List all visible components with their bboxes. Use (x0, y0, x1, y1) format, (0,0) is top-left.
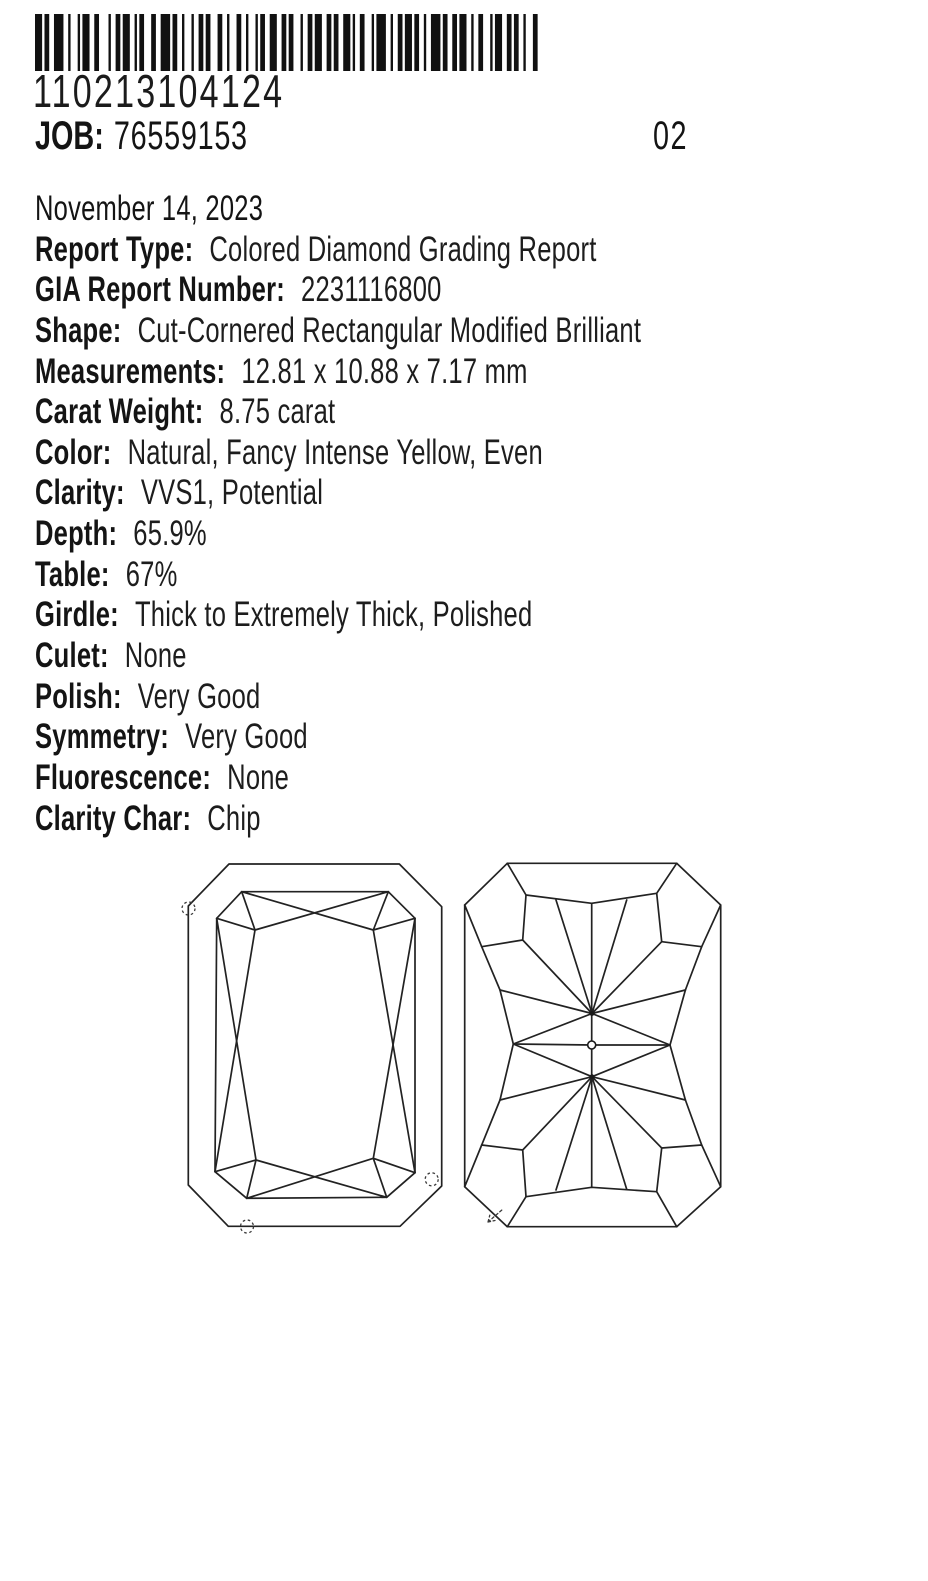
field-label: Clarity: (35, 473, 125, 513)
field-row-table (35, 555, 865, 596)
field-label: Measurements: (35, 351, 226, 391)
field-row-girdle (35, 595, 865, 636)
field-value: Colored Diamond Grading Report (209, 229, 597, 269)
field-value: Very Good (137, 676, 261, 716)
field-value: 65.9% (133, 514, 207, 554)
job-line (35, 114, 331, 158)
field-label: Color: (35, 432, 112, 472)
page-code: 02 (653, 114, 688, 158)
report-date-row (35, 189, 865, 230)
barcode-number: 110213104124 (33, 65, 285, 117)
field-value: Chip (207, 798, 261, 838)
report-fields (35, 189, 865, 839)
crown-view-diagram (182, 864, 442, 1233)
field-value: Cut-Cornered Rectangular Modified Brilliant (137, 310, 642, 350)
field-row-gia-report-number (35, 270, 865, 311)
field-row-report-type (35, 230, 865, 271)
field-row-shape (35, 311, 865, 352)
diamond-facet-diagrams (0, 845, 928, 1240)
job-label: JOB: (35, 114, 104, 158)
field-value: 12.81 x 10.88 x 7.17 mm (241, 351, 528, 391)
field-label: Table: (35, 554, 110, 594)
field-label: Girdle: (35, 595, 119, 635)
field-label: GIA Report Number: (35, 270, 285, 310)
field-label: Fluorescence: (35, 757, 212, 797)
barcode (35, 14, 540, 71)
field-row-culet (35, 636, 865, 677)
field-row-depth (35, 514, 865, 555)
field-value: 2231116800 (301, 270, 442, 310)
report-date: November 14, 2023 (35, 189, 264, 228)
pavilion-view-diagram (465, 863, 721, 1226)
field-label: Symmetry: (35, 717, 170, 757)
field-value: VVS1, Potential (140, 473, 324, 513)
field-label: Clarity Char: (35, 798, 192, 838)
field-row-color (35, 433, 865, 474)
field-label: Shape: (35, 310, 122, 350)
field-row-polish (35, 677, 865, 718)
field-row-measurements (35, 352, 865, 393)
field-label: Culet: (35, 636, 109, 676)
clarity-mark-icon (425, 1173, 438, 1186)
field-row-carat-weight (35, 392, 865, 433)
field-label: Polish: (35, 676, 122, 716)
field-value: None (227, 757, 290, 797)
field-label: Carat Weight: (35, 392, 204, 432)
field-label: Report Type: (35, 229, 194, 269)
field-value: Thick to Extremely Thick, Polished (134, 595, 533, 635)
field-value: Natural, Fancy Intense Yellow, Even (127, 432, 543, 472)
field-row-symmetry (35, 717, 865, 758)
field-value: None (124, 636, 187, 676)
field-label: Depth: (35, 514, 118, 554)
field-value: 67% (125, 554, 178, 594)
job-number: 76559153 (113, 114, 248, 158)
field-value: Very Good (185, 717, 308, 757)
field-row-fluorescence (35, 758, 865, 799)
field-row-clarity (35, 473, 865, 514)
field-row-clarity-char (35, 799, 865, 840)
field-value: 8.75 carat (219, 392, 336, 432)
culet-point (588, 1041, 596, 1049)
